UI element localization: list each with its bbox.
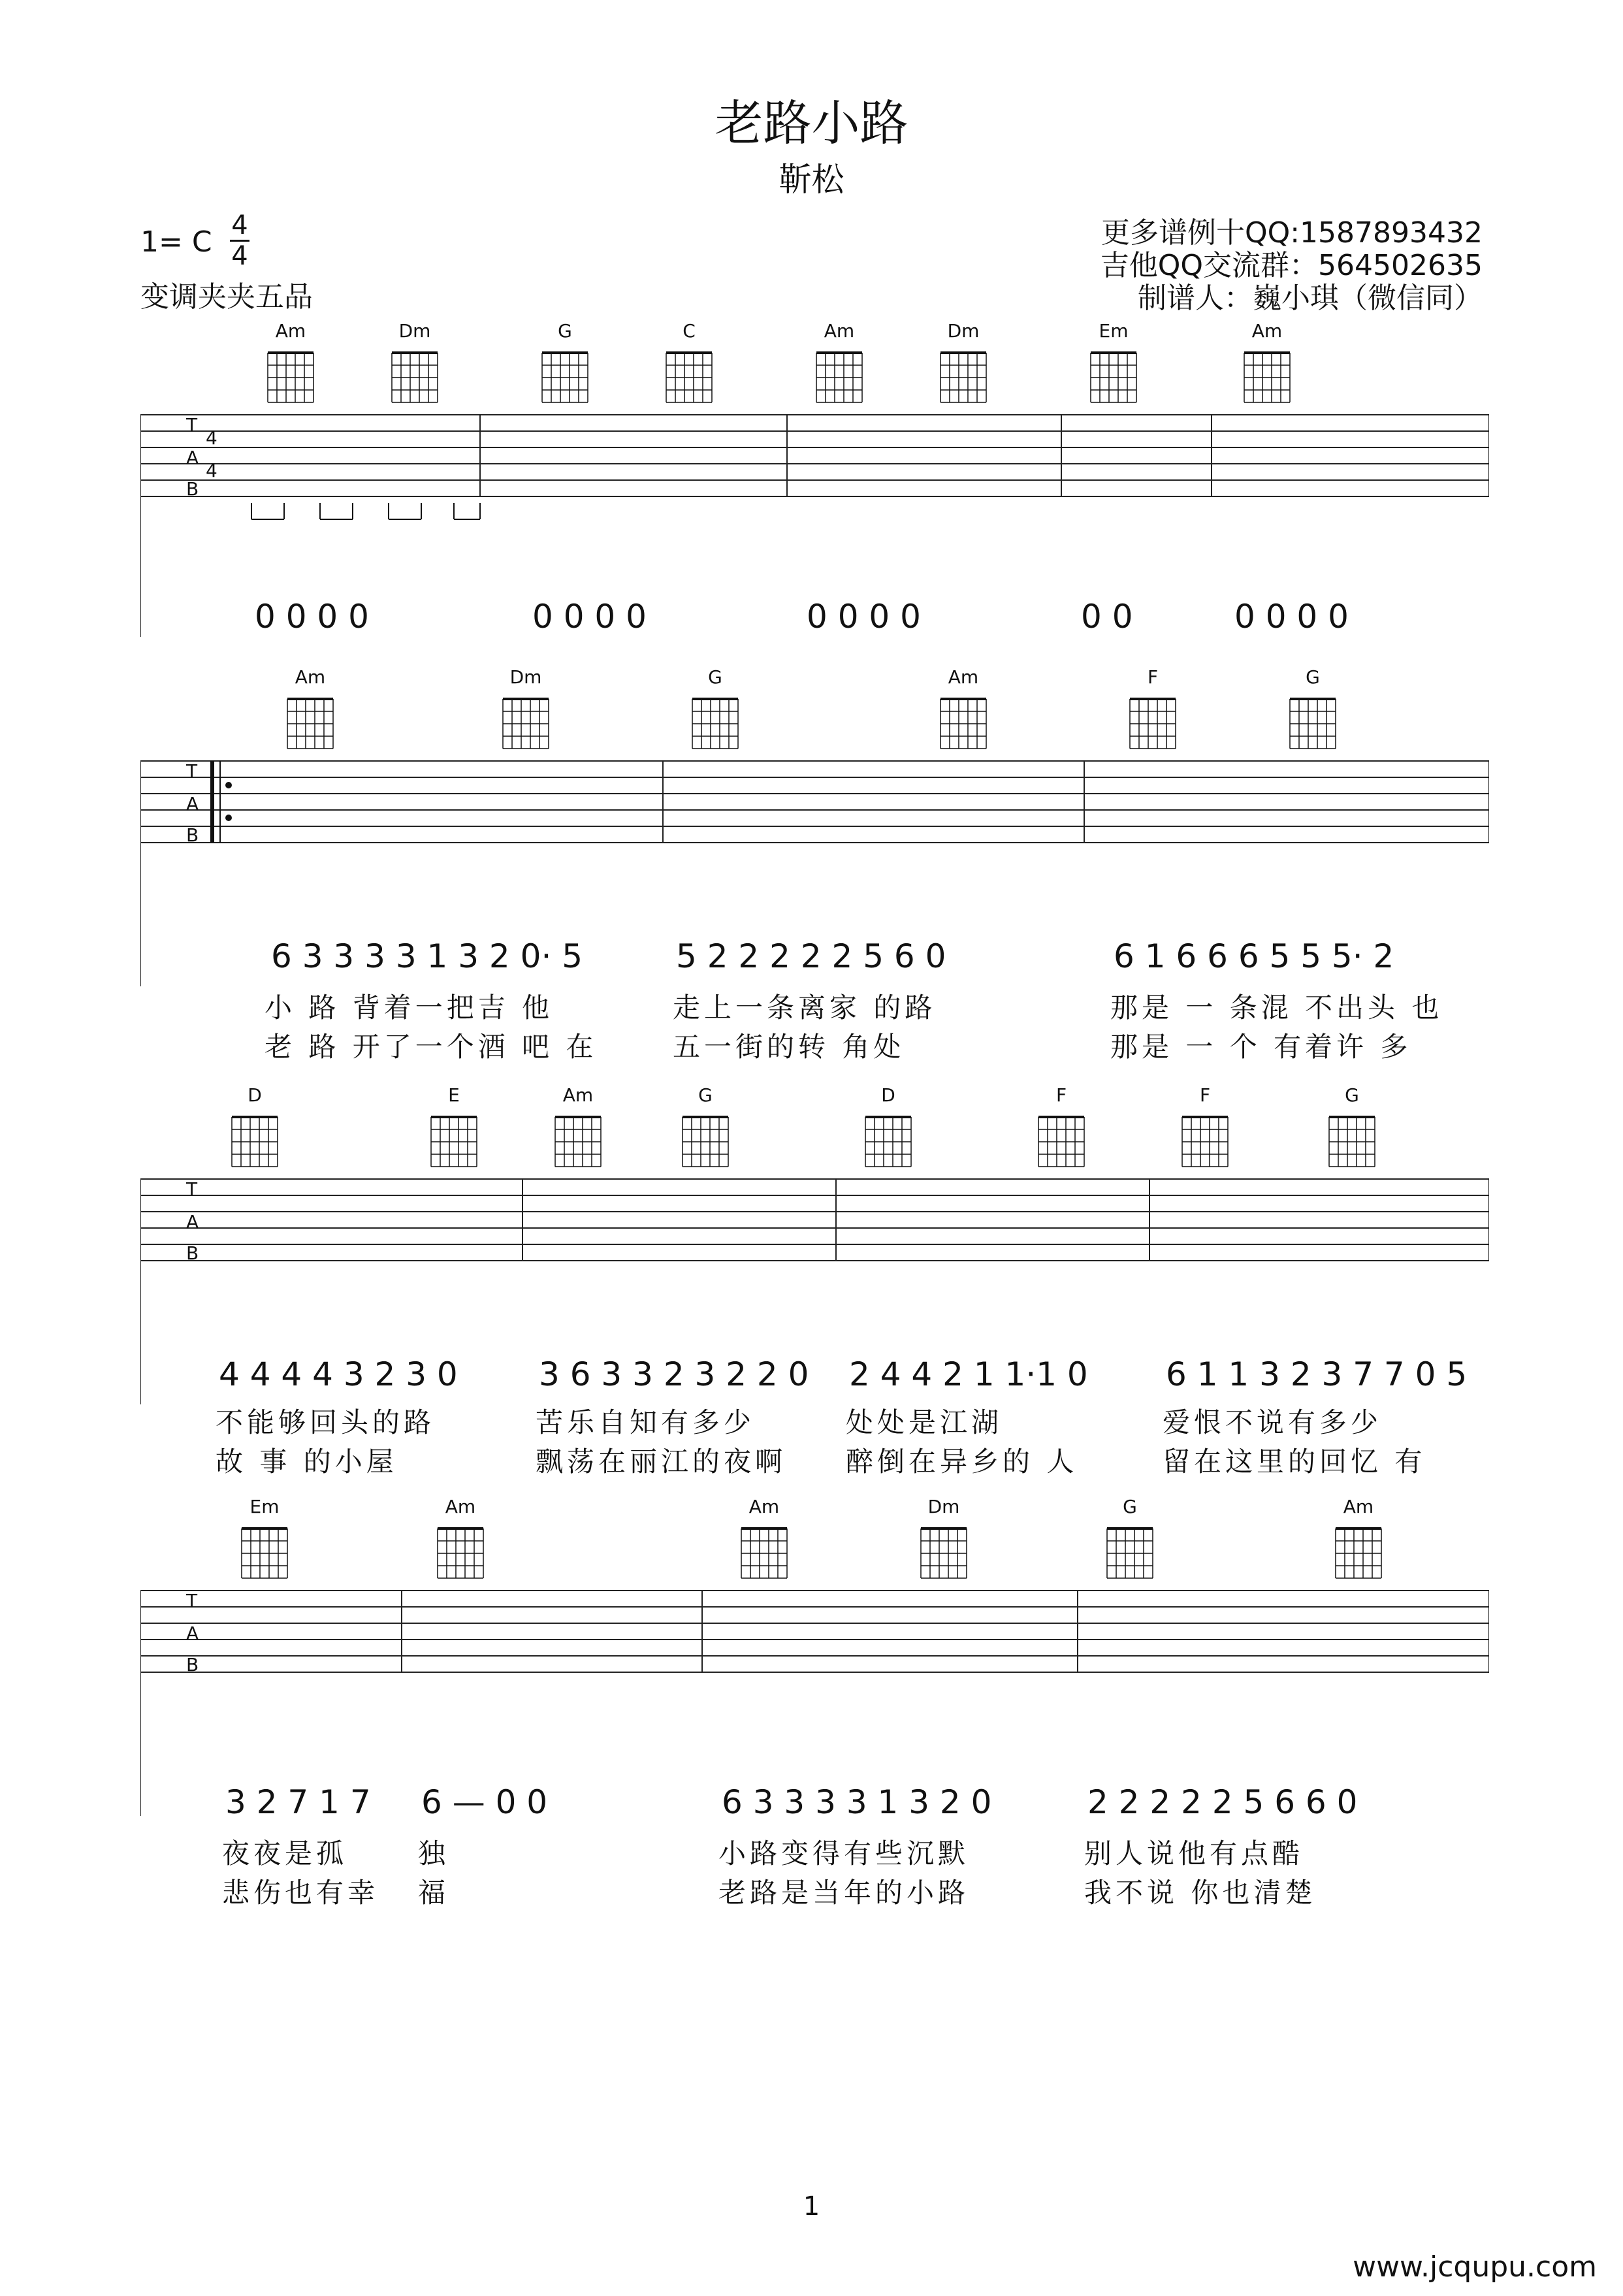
notation-measure: 6 — 0 0 (421, 1783, 548, 1821)
lyrics-line-2: 老路是当年的小路 (718, 1877, 970, 1909)
chord-diagram: Am (545, 1084, 611, 1182)
chord-diagram: Am (807, 320, 872, 418)
svg-text:A: A (186, 1623, 199, 1644)
system-4 (140, 1496, 1489, 1927)
notation-measure: 0 0 0 0 (807, 598, 921, 636)
chord-diagram: D (856, 1084, 921, 1182)
chord-diagram: Dm (911, 1496, 976, 1594)
time-signature-top: 4 (231, 210, 248, 240)
chord-diagram: Am (428, 1496, 493, 1594)
song-title: 老路小路 (715, 95, 908, 152)
lyrics-line-2: 五一街的转 角处 (673, 1031, 905, 1063)
notation-measure: 6 3 3 3 3 1 3 2 0· 5 (271, 937, 583, 975)
lyrics-line-1: 别人说他有点酷 (1084, 1837, 1304, 1869)
svg-text:4: 4 (206, 427, 217, 449)
svg-text:A: A (186, 1211, 199, 1233)
time-signature (230, 212, 249, 269)
artist-name: 靳松 (779, 161, 844, 199)
lyrics-line-1: 小 路 背着一把吉 他 (265, 992, 554, 1024)
notation-measure: 0 0 0 0 (255, 598, 369, 636)
notation-measure: 5 2 2 2 2 2 5 6 0 (676, 937, 946, 975)
svg-text:B: B (186, 1242, 199, 1264)
lyrics-line-1: 苦乐自知有多少 (536, 1406, 756, 1438)
lyrics-line-2: 我不说 你也清楚 (1084, 1877, 1317, 1909)
svg-text:A: A (186, 793, 199, 815)
chord-diagram: Am (731, 1496, 797, 1594)
chord-diagram: Am (1326, 1496, 1391, 1594)
chord-diagram: Am (258, 320, 323, 418)
chord-diagram: G (1319, 1084, 1385, 1182)
lyrics-line-1: 小路变得有些沉默 (718, 1837, 970, 1869)
notation-measure: 3 6 3 3 2 3 2 2 0 (539, 1355, 809, 1393)
lyrics-line-2: 那是 一 个 有着许 多 (1110, 1031, 1412, 1063)
notation-measure: 3 2 7 1 7 (225, 1783, 371, 1821)
lyrics-line-1: 处处是江湖 (846, 1406, 1003, 1438)
chord-diagram: F (1029, 1084, 1094, 1182)
lyrics-line-2: 飘荡在丽江的夜啊 (536, 1446, 787, 1478)
system-3 (140, 1084, 1489, 1489)
notation-measure: 6 1 1 3 2 3 7 7 0 5 (1166, 1355, 1468, 1393)
svg-text:A: A (186, 447, 199, 468)
time-signature-bottom: 4 (231, 241, 248, 271)
lyrics-line-1: 独 (418, 1837, 450, 1869)
svg-text:T: T (186, 1178, 198, 1200)
transcriber: 制谱人：巍小琪（微信同） (1138, 282, 1483, 315)
lyrics-line-2: 福 (418, 1877, 450, 1909)
svg-text:B: B (186, 1654, 199, 1675)
lyrics-line-1: 爱恨不说有多少 (1163, 1406, 1383, 1438)
system-2 (140, 666, 1489, 1078)
key-signature: 1= C (140, 225, 212, 259)
chord-diagram: E (421, 1084, 487, 1182)
page-number: 1 (803, 2191, 820, 2222)
svg-text:B: B (186, 478, 199, 500)
chord-diagram: Em (232, 1496, 297, 1594)
capo-note: 变调夹夹五品 (140, 280, 313, 314)
svg-text:T: T (186, 760, 198, 782)
notation-measure: 6 3 3 3 3 1 3 2 0 (722, 1783, 992, 1821)
svg-text:B: B (186, 824, 199, 846)
svg-text:4: 4 (206, 460, 217, 481)
notation-measure: 2 2 2 2 2 5 6 6 0 (1087, 1783, 1358, 1821)
chord-diagram: C (656, 320, 722, 418)
chord-diagram: G (1097, 1496, 1163, 1594)
system-1 (140, 320, 1489, 660)
site-url: www.jcqupu.com (1353, 2250, 1597, 2284)
chord-diagram: F (1172, 1084, 1238, 1182)
chord-diagram: Am (1234, 320, 1300, 418)
lyrics-line-1: 不能够回头的路 (216, 1406, 436, 1438)
notation-measure: 0 0 0 0 (532, 598, 647, 636)
chord-diagram: F (1120, 666, 1185, 764)
chord-diagram: Dm (493, 666, 558, 764)
chord-diagram: Am (931, 666, 996, 764)
lyrics-line-2: 留在这里的回忆 有 (1163, 1446, 1426, 1478)
notation-measure: 6 1 6 6 6 5 5 5· 2 (1114, 937, 1394, 975)
lyrics-line-1: 夜夜是孤 (222, 1837, 348, 1869)
lyrics-line-1: 那是 一 条混 不出头 也 (1110, 992, 1443, 1024)
chord-diagram: G (1280, 666, 1345, 764)
notation-measure: 0 0 (1081, 598, 1133, 636)
lyrics-line-2: 醉倒在异乡的 人 (846, 1446, 1078, 1478)
chord-diagram: Am (278, 666, 343, 764)
notation-measure: 0 0 0 0 (1234, 598, 1349, 636)
chord-diagram: Dm (382, 320, 447, 418)
svg-text:T: T (186, 1590, 198, 1611)
chord-diagram: Em (1081, 320, 1146, 418)
lyrics-line-2: 故 事 的小屋 (216, 1446, 398, 1478)
chord-diagram: G (532, 320, 598, 418)
lyrics-line-1: 走上一条离家 的路 (673, 992, 937, 1024)
chord-diagram: D (222, 1084, 287, 1182)
lyrics-line-2: 老 路 开了一个酒 吧 在 (265, 1031, 598, 1063)
lyrics-line-2: 悲伤也有幸 (222, 1877, 379, 1909)
notation-measure: 2 4 4 2 1 1·1 0 (849, 1355, 1088, 1393)
contact-qq: 更多谱例十QQ:1587893432 (1101, 216, 1483, 250)
notation-measure: 4 4 4 4 3 2 3 0 (219, 1355, 458, 1393)
contact-group: 吉他QQ交流群：564502635 (1100, 249, 1483, 282)
chord-diagram: Dm (931, 320, 996, 418)
chord-diagram: G (683, 666, 748, 764)
svg-text:T: T (186, 414, 198, 436)
chord-diagram: G (673, 1084, 738, 1182)
